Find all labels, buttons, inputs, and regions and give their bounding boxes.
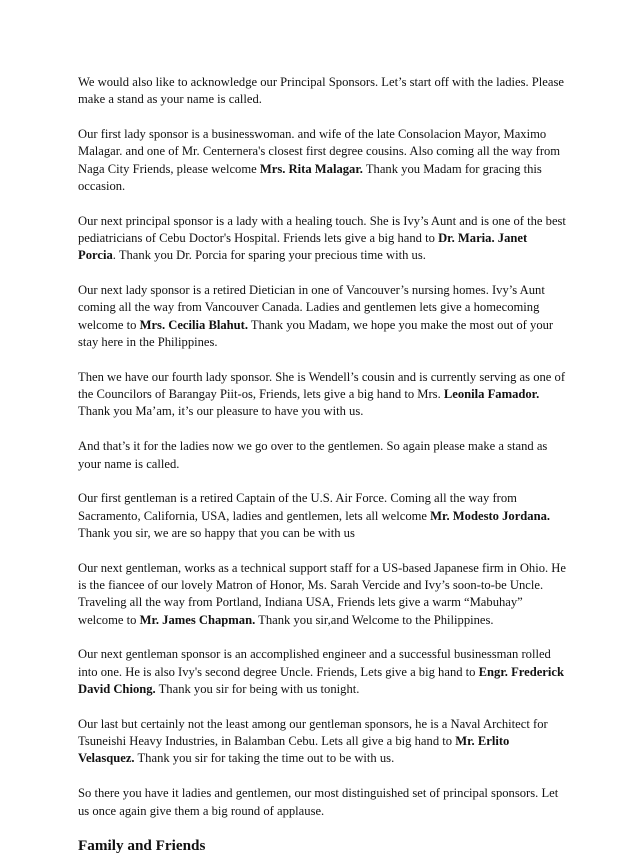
paragraph — [78, 126, 566, 195]
paragraph-text: Our first lady sponsor is a businesswoman. and wife of the late Consolacion Mayor, Maximo Malagar. and one of Mr. Centernera's closest first degree cousins. Also coming all the way from Naga City Friends, please welcome — [78, 127, 561, 176]
paragraph — [78, 282, 566, 351]
paragraph — [78, 716, 566, 768]
paragraph-text: Our next gentleman sponsor is an accomplished engineer and a successful businessman rolled into one. He is also Ivy's second degree Uncle. Friends, Lets give a big hand to — [78, 647, 551, 679]
document-page — [78, 74, 566, 855]
paragraph — [78, 646, 566, 698]
paragraph — [78, 369, 566, 421]
paragraph-text: Thank you sir, we are so happy that you can be with us — [78, 525, 355, 540]
paragraph — [78, 785, 566, 820]
paragraph-text: Our last but certainly not the least among our gentleman sponsors, he is a Naval Architect for Tsuneishi Heavy Industries, in Balamban Cebu. Lets all give a big hand to — [78, 716, 548, 749]
sponsor-name: Mr. Erlito Velasquez. — [78, 734, 510, 766]
paragraph-text: Thank you sir for being with us tonight. — [155, 682, 360, 697]
paragraph-text: Thank you Ma’am, it’s our pleasure to have you with us. — [78, 404, 364, 419]
paragraph-text: Thank you sir for taking the time out to be with us. — [134, 751, 395, 766]
paragraph-text: Thank you Madam for gracing this occasion. — [78, 161, 542, 193]
sponsor-name: Leonila Famador. — [443, 387, 540, 402]
paragraph — [78, 560, 566, 629]
sponsor-name: Mr. Modesto Jordana. — [430, 508, 551, 523]
paragraph — [78, 74, 566, 109]
paragraph-text: Our next lady sponsor is a retired Dietician in one of Vancouver’s nursing homes. Ivy’s Aunt coming all the way from Vancouver Canada. Ladies and gentlemen lets give a homecoming welcome to — [78, 283, 545, 332]
paragraph-text: Our next principal sponsor is a lady with a healing touch. She is Ivy’s Aunt and is one of the best pediatricians of Cebu Doctor's Hospital. Friends lets give a big hand to — [78, 213, 566, 246]
paragraph-text: And that’s it for the ladies now we go over to the gentlemen. So again please make a stand as your name is called. — [78, 439, 548, 471]
paragraph-text: Our next gentleman, works as a technical support staff for a US-based Japanese firm in Ohio. He is the fiancee of our lovely Matron of Honor, Ms. Sarah Vercide and Ivy’s soon-to-be Uncle. Traveling all the way from Portland, Indiana USA, Friends lets give a warm “Mabuhay” welcome to — [78, 560, 566, 627]
document-body — [78, 74, 566, 820]
paragraph — [78, 213, 566, 265]
paragraph — [78, 438, 566, 473]
paragraph-text: . Thank you Dr. Porcia for sparing your precious time with us. — [112, 248, 426, 263]
sponsor-name: Engr. Frederick David Chiong. — [78, 664, 564, 697]
paragraph-text: Then we have our fourth lady sponsor. She is Wendell’s cousin and is currently serving as one of the Councilors of Barangay Piit-os, Friends, lets give a big hand to Mrs. — [78, 369, 566, 402]
sponsor-name: Mrs. Cecilia Blahut. — [139, 317, 248, 332]
paragraph-text: So there you have it ladies and gentlemen, our most distinguished set of principal sponsors. Let us once again give them a big round of applause. — [78, 786, 559, 818]
sponsor-name: Mrs. Rita Malagar. — [259, 161, 363, 176]
section-heading: Family and Friends — [78, 837, 206, 855]
paragraph-text: We would also like to acknowledge our Principal Sponsors. Let’s start off with the ladies. Please make a stand as your name is called. — [78, 75, 564, 107]
paragraph-text: Our first gentleman is a retired Captain of the U.S. Air Force. Coming all the way from Sacramento, California, USA, ladies and gentlemen, lets all welcome — [78, 491, 517, 523]
paragraph-text: Thank you sir,and Welcome to the Philippines. — [255, 612, 494, 627]
sponsor-name: Mr. James Chapman. — [139, 612, 256, 627]
sponsor-name: Dr. Maria. Janet Porcia — [78, 231, 528, 263]
paragraph — [78, 490, 566, 542]
paragraph-text: Thank you Madam, we hope you make the most out of your stay here in the Philippines. — [78, 317, 554, 350]
